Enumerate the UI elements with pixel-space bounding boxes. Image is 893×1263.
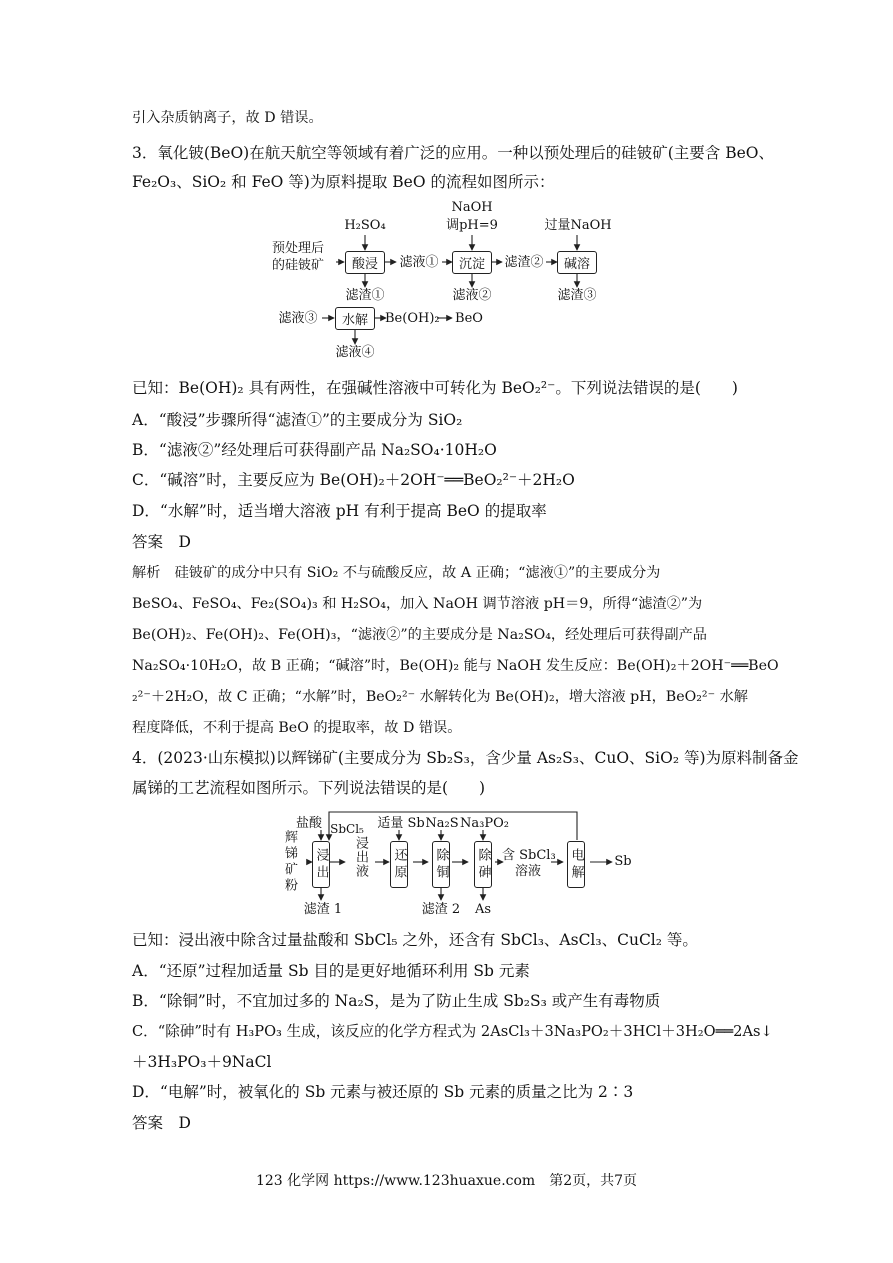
option-4c-cont: ＋3H₃PO₃＋9NaCl <box>132 1053 272 1071</box>
option-4b: B．“除铜”时，不宜加过多的 Na₂S，是为了防止生成 Sb₂S₃ 或产生有毒物质 <box>132 992 661 1010</box>
sb-product-label: Sb <box>614 854 632 869</box>
residue-1-label: 滤渣① <box>345 288 385 303</box>
beoh2-label: Be(OH)₂ <box>385 311 440 326</box>
analysis-3-line-6: 程度降低，不利于提高 BeO 的提取率，故 D 错误。 <box>132 720 462 736</box>
analysis-3-line-5: ₂²⁻＋2H₂O，故 C 正确；“水解”时，BeO₂²⁻ 水解转化为 Be(OH)₂，增大溶液 pH，BeO₂²⁻ 水解 <box>132 689 748 705</box>
option-3a: A．“酸浸”步骤所得“滤渣①”的主要成分为 SiO₂ <box>132 411 463 429</box>
step-alkali-dissolve: 碱溶 <box>557 251 597 274</box>
residue-2-label: 滤渣② <box>504 255 544 270</box>
question-3-stem: 3．氧化铍(BeO)在航天航空等领域有着广泛的应用。一种以预处理后的硅铍矿(主要含 BeO、 <box>132 144 774 162</box>
question-3-stem-cont: Fe₂O₃、SiO₂ 和 FeO 等)为原料提取 BeO 的流程如图所示： <box>132 173 555 191</box>
step-acid-leach: 酸浸 <box>345 251 385 274</box>
step-leach: 浸出 <box>312 841 330 888</box>
leachate-label: 浸出液 <box>353 836 368 878</box>
step-electrolysis: 电解 <box>567 841 585 888</box>
option-4c: C．“除砷”时有 H₃PO₃ 生成，该反应的化学方程式为 2AsCl₃＋3Na₃PO₂＋3HCl＋3H₂O══2As↓ <box>132 1023 773 1040</box>
analysis-3-line-2: BeSO₄、FeSO₄、Fe₂(SO₄)₃ 和 H₂SO₄，加入 NaOH 调节溶液 pH＝9，所得“滤渣②”为 <box>132 596 703 612</box>
analysis-3-line-3: Be(OH)₂、Fe(OH)₂、Fe(OH)₃，“滤液②”的主要成分是 Na₂SO₄，经处理后可获得副产品 <box>132 627 707 643</box>
na2s-label: Na₂S <box>425 816 459 831</box>
raw-line-1: 预处理后 <box>271 241 324 256</box>
residue-2b-label: 滤渣 2 <box>421 902 461 917</box>
question-4-known: 已知：浸出液中除含过量盐酸和 SbCl₅ 之外，还含有 SbCl₃、AsCl₃、CuCl₂ 等。 <box>132 931 698 949</box>
option-4d: D．“电解”时，被氧化的 Sb 元素与被还原的 Sb 元素的质量之比为 2∶3 <box>132 1083 634 1101</box>
filtrate-1-label: 滤液① <box>399 255 439 270</box>
question-4-stem: 4．(2023·山东模拟)以辉锑矿(主要成分为 Sb₂S₃，含少量 As₂S₃、CuO、SiO₂ 等)为原料制备金 <box>132 749 799 767</box>
sbcl3-solution-label <box>502 848 554 880</box>
step-hydrolysis: 水解 <box>335 307 375 330</box>
option-3c: C．“碱溶”时，主要反应为 Be(OH)₂＋2OH⁻══BeO₂²⁻＋2H₂O <box>132 471 575 489</box>
question-3-known: 已知：Be(OH)₂ 具有两性，在强碱性溶液中可转化为 BeO₂²⁻。下列说法错误的是( ) <box>132 379 738 397</box>
hcl-label: 盐酸 <box>295 816 322 831</box>
beo-label: BeO <box>455 311 483 326</box>
question-4-stem-cont: 属锑的工艺流程如图所示。下列说法错误的是( ) <box>132 779 486 797</box>
option-3d: D．“水解”时，适当增大溶液 pH 有利于提高 BeO 的提取率 <box>132 502 547 520</box>
ore-label: 辉锑矿粉 <box>282 830 297 894</box>
naoh-label: NaOH <box>451 200 493 215</box>
na3po2-label: Na₃PO₂ <box>460 816 509 831</box>
arsenic-label: As <box>474 902 492 917</box>
residue-3-label: 滤渣③ <box>557 288 597 303</box>
answer-4: 答案 D <box>132 1114 191 1132</box>
ph-label: 调pH=9 <box>446 218 498 233</box>
step-remove-copper: 除铜 <box>432 841 450 888</box>
option-3b: B．“滤液②”经处理后可获得副产品 Na₂SO₄·10H₂O <box>132 441 497 459</box>
text-line: 引入杂质钠离子，故 D 错误。 <box>132 110 323 126</box>
sb-add-label: 适量 Sb <box>377 816 425 831</box>
answer-3: 答案 D <box>132 533 191 551</box>
solution-line-1: 含 SbCl₃ <box>502 848 556 863</box>
excess-naoh-label: 过量NaOH <box>544 218 612 233</box>
h2so4-label: H₂SO₄ <box>344 218 386 233</box>
option-4a: A．“还原”过程加适量 Sb 目的是更好地循环利用 Sb 元素 <box>132 962 530 980</box>
filtrate-4-label: 滤液④ <box>335 345 375 360</box>
sbcl5-label: SbCl₅ <box>330 822 364 836</box>
step-precipitate: 沉淀 <box>452 251 492 274</box>
step-reduce: 还原 <box>390 841 408 888</box>
residue-1b-label: 滤渣 1 <box>303 902 343 917</box>
step-remove-arsenic: 除砷 <box>474 841 492 888</box>
page-footer: 123 化学网 https://www.123huaxue.com 第2页，共7页 <box>255 1173 638 1189</box>
raw-line-2: 的硅铍矿 <box>271 258 324 273</box>
raw-material-label <box>262 240 334 274</box>
solution-line-2: 溶液 <box>514 864 541 879</box>
filtrate-3-label: 滤液③ <box>278 311 318 326</box>
analysis-3-line-4: Na₂SO₄·10H₂O，故 B 正确；“碱溶”时，Be(OH)₂ 能与 NaOH 发生反应：Be(OH)₂＋2OH⁻══BeO <box>132 658 779 674</box>
analysis-3-line-1: 解析 硅铍矿的成分中只有 SiO₂ 不与硫酸反应，故 A 正确；“滤液①”的主要成分为 <box>132 565 661 581</box>
filtrate-2-label: 滤液② <box>452 288 492 303</box>
